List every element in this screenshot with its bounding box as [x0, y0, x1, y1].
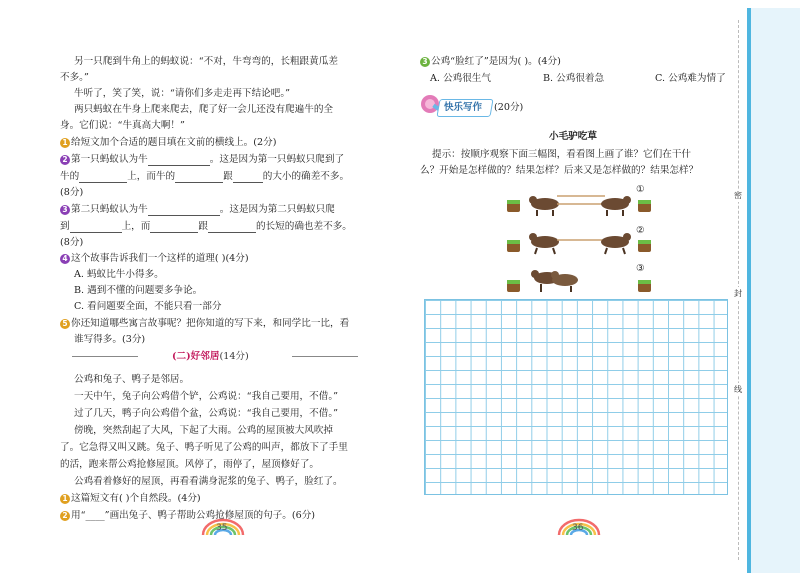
question-3 [420, 55, 561, 68]
question-text: 你还知道哪些寓言故事呢？把你知道的写下来，和同学比一比，看 [71, 318, 350, 329]
passage-line: 的活，跑来帮公鸡抢修屋顶。风停了，雨停了，屋顶修好了。 [60, 459, 320, 470]
question-5 [60, 317, 349, 330]
question-text: 跟 [223, 171, 233, 182]
question-text: 用“____”画出兔子、鸭子帮助公鸡抢修屋顶的句子。(6分) [71, 510, 316, 521]
answer-blank[interactable] [148, 205, 220, 216]
page-number: 35 [216, 523, 228, 533]
essay-title: 小毛驴吃草 [549, 131, 597, 142]
passage-line: 公鸡和兔子、鸭子是邻居。 [74, 374, 190, 385]
question-number-badge: 3 [60, 205, 70, 215]
passage-line: 牛听了，笑了笑，说：“请你们多走走再下结论吧。” [74, 88, 291, 99]
question-4 [60, 252, 249, 265]
question-s2-2 [60, 509, 315, 522]
answer-blank[interactable] [79, 172, 127, 183]
banner-label: 快乐写作 [444, 102, 483, 113]
question-number-badge: 2 [60, 155, 70, 165]
question-number-badge: 5 [60, 319, 70, 329]
seal-label: 密 [734, 191, 742, 200]
score: (8分) [60, 187, 84, 198]
question-text: 公鸡“脸红了”是因为( )。(4分) [431, 56, 561, 67]
illustration [505, 182, 655, 298]
passage-line: 过了几天，鸭子向公鸡借个盆，公鸡说：“我自己要用，不借。” [74, 408, 339, 419]
option-a: A. 公鸡很生气 [430, 73, 491, 84]
question-text: 牛的 [60, 171, 80, 182]
option-b: B. 公鸡很着急 [543, 73, 605, 84]
option-c: C. 看问题要全面，不能只看一部分 [74, 301, 222, 312]
passage-line: 不多。” [60, 72, 89, 83]
essay-prompt: 么？开始是怎样做的？结果怎样？后来又是怎样做的？结果怎样？ [420, 165, 699, 176]
option-a: A. 蚂蚁比牛小得多。 [74, 269, 164, 280]
question-text: 的长短的确也差不多。 [255, 221, 352, 232]
answer-blank[interactable] [150, 222, 198, 233]
answer-blank[interactable] [148, 155, 210, 166]
question-number-badge: 1 [60, 138, 70, 148]
question-number-badge: 3 [420, 57, 430, 67]
question-text: 谁写得多。(3分) [74, 334, 146, 345]
passage-line: 身。它们说：“牛真高大啊！” [60, 120, 185, 131]
passage-line: 一天中午，兔子向公鸡借个铲，公鸡说：“我自己要用，不借。” [74, 391, 339, 402]
question-3-line2 [60, 220, 352, 233]
divider [72, 356, 138, 357]
question-2 [60, 153, 344, 166]
question-3 [60, 203, 335, 216]
question-text: 。这是因为第二只蚂蚁只爬 [219, 204, 335, 215]
question-text: 上，而牛的 [127, 171, 176, 182]
question-2-line2 [60, 170, 349, 183]
question-s2-1 [60, 492, 201, 505]
passage-line: 傍晚，突然刮起了大风，下起了大雨。公鸡的屋顶被大风吹掉 [74, 425, 334, 436]
question-text: 这个故事告诉我们一个这样的道理( )(4分) [71, 253, 249, 264]
answer-blank[interactable] [175, 172, 223, 183]
question-text: 给短文加个合适的题目填在文前的横线上。(2分) [71, 137, 277, 148]
question-text: 第一只蚂蚁认为牛 [71, 154, 148, 165]
question-number-badge: 4 [60, 254, 70, 264]
question-text: 第二只蚂蚁认为牛 [71, 204, 148, 215]
binding-panel [751, 8, 800, 573]
option-b: B. 遇到不懂的问题要多争论。 [74, 285, 203, 296]
figure-label: ③ [636, 263, 645, 274]
writing-banner [418, 92, 528, 122]
question-text: 的大小的确差不多。 [262, 171, 350, 182]
divider [292, 356, 358, 357]
question-text: 这篇短文有( )个自然段。(4分) [71, 493, 201, 504]
question-text: 到 [60, 221, 70, 232]
answer-blank[interactable] [208, 222, 256, 233]
page-number: 36 [572, 523, 584, 533]
question-number-badge: 1 [60, 494, 70, 504]
passage-line: 了。它急得又叫又跳。兔子、鸭子听见了公鸡的叫声，都放下了手里 [60, 442, 348, 453]
essay-prompt: 提示：按顺序观察下面三幅图，看看图上画了谁？它们在干什 [432, 149, 692, 160]
section-title [172, 350, 249, 363]
option-c: C. 公鸡难为情了 [655, 73, 726, 84]
score: (8分) [60, 237, 84, 248]
answer-blank[interactable] [233, 172, 263, 183]
question-1 [60, 136, 276, 149]
figure-label: ② [636, 225, 645, 236]
section-title-text: (二)好邻居 [172, 351, 220, 362]
question-text: 上，而 [121, 221, 151, 232]
passage-line: 两只蚂蚁在牛身上爬来爬去，爬了好一会儿还没有爬遍牛的全 [74, 104, 334, 115]
writing-grid[interactable] [424, 299, 728, 495]
figure-label: ① [636, 184, 645, 195]
banner-score: (20分) [494, 102, 524, 113]
question-text: 。这是因为第一只蚂蚁只爬到了 [209, 154, 345, 165]
question-number-badge: 2 [60, 511, 70, 521]
seal-label: 封 [734, 289, 742, 298]
question-text: 跟 [198, 221, 208, 232]
donkeys-illustration [505, 182, 655, 298]
seal-label: 线 [734, 385, 742, 394]
passage-line: 公鸡看着修好的屋顶，再看看满身泥浆的兔子、鸭子，脸红了。 [74, 476, 343, 487]
answer-blank[interactable] [70, 222, 122, 233]
section-score: (14分) [219, 351, 249, 362]
passage-line: 另一只爬到牛角上的蚂蚁说：“不对，牛弯弯的，长粗跟黄瓜差 [74, 56, 338, 67]
